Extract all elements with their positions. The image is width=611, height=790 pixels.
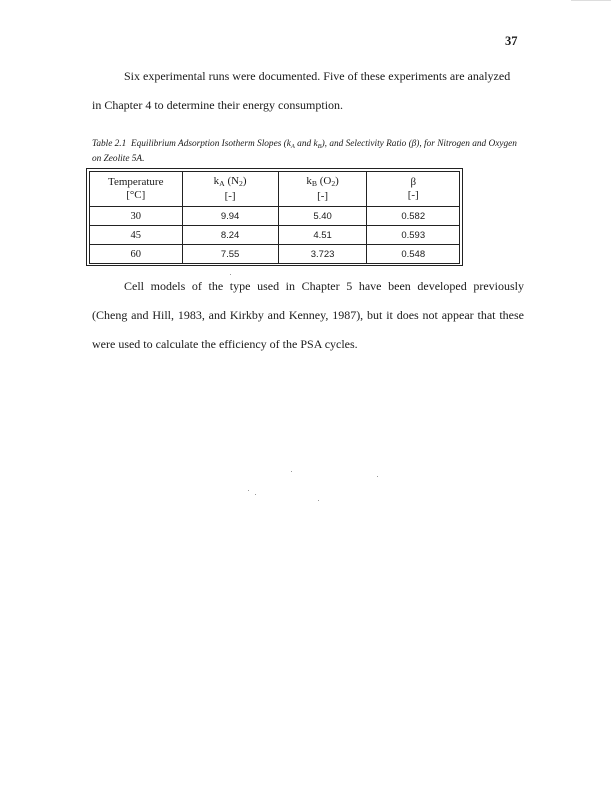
scan-speck [377,476,378,477]
table-header-row [90,172,460,207]
scan-speck [255,494,256,495]
scan-speck [291,471,292,472]
cell-temperature: 30 [90,207,183,226]
header-ka-unit: [-] [224,190,236,202]
caption-text-mid: and k [294,139,318,149]
cell-beta: 0.593 [367,226,460,245]
header-kb-unit: [-] [317,190,329,202]
header-beta [367,172,460,207]
header-ka-close: ) [242,175,247,187]
paragraph-intro [92,62,524,120]
table-row [90,226,460,245]
isotherm-table-frame [86,168,463,266]
isotherm-table [89,171,460,264]
header-kb-close: ) [335,175,339,187]
table-row [90,207,460,226]
header-ka-sub: A [219,179,225,188]
paragraph-intro-line-1: Six experimental runs were documented. Five of these experiments are analyzed [124,69,511,83]
header-temperature-label: Temperature [108,176,164,188]
header-kb [278,172,367,207]
paragraph-cell-models-line-1: Cell models of the type used in Chapter 5 have been developed previously [124,279,524,293]
table-row [90,245,460,264]
header-beta-label: β [410,176,417,188]
cell-ka: 9.94 [182,207,278,226]
paragraph-intro-line-2: in Chapter 4 to determine their energy consumption. [92,98,344,112]
header-kb-label: k [306,175,312,187]
paragraph-cell-models [92,272,524,359]
header-temperature [90,172,183,207]
header-kb-sub2: 2 [331,179,336,188]
header-kb-suffix: (O [316,175,332,187]
caption-sub-a: A [290,143,295,150]
paragraph-cell-models-line-3: were used to calculate the efficiency of the PSA cycles. [92,337,358,351]
cell-beta: 0.582 [367,207,460,226]
scan-speck [318,500,319,501]
scan-edge-line [571,0,611,1]
cell-ka: 7.55 [182,245,278,264]
table-caption [92,138,524,165]
cell-kb: 4.51 [278,226,367,245]
cell-kb: 3.723 [278,245,367,264]
page-number: 37 [505,34,518,48]
caption-text-1: Equilibrium Adsorption Isotherm Slopes (k [130,139,291,149]
scan-speck [248,490,249,491]
header-ka-suffix: (N [224,175,240,187]
header-ka-label: k [213,175,220,187]
cell-ka: 8.24 [182,226,278,245]
cell-temperature: 45 [90,226,183,245]
header-ka-sub2: 2 [239,179,243,188]
caption-label: Table 2.1 [92,139,127,149]
cell-temperature: 60 [90,245,183,264]
header-kb-sub: B [311,179,317,188]
caption-sub-b: B [317,143,322,150]
cell-kb: 5.40 [278,207,367,226]
header-ka [182,172,278,207]
caption-text-2: ), and Selectivity Ratio (β), for Nitrogen and Oxygen on Zeolite 5A. [92,139,517,164]
cell-beta: 0.548 [367,245,460,264]
header-temperature-unit: [°C] [126,189,146,201]
paragraph-cell-models-line-2: (Cheng and Hill, 1983, and Kirkby and Kenney, 1987), but it does not appear that these [92,308,524,322]
scan-speck [230,274,231,275]
header-beta-unit: [-] [407,189,419,201]
